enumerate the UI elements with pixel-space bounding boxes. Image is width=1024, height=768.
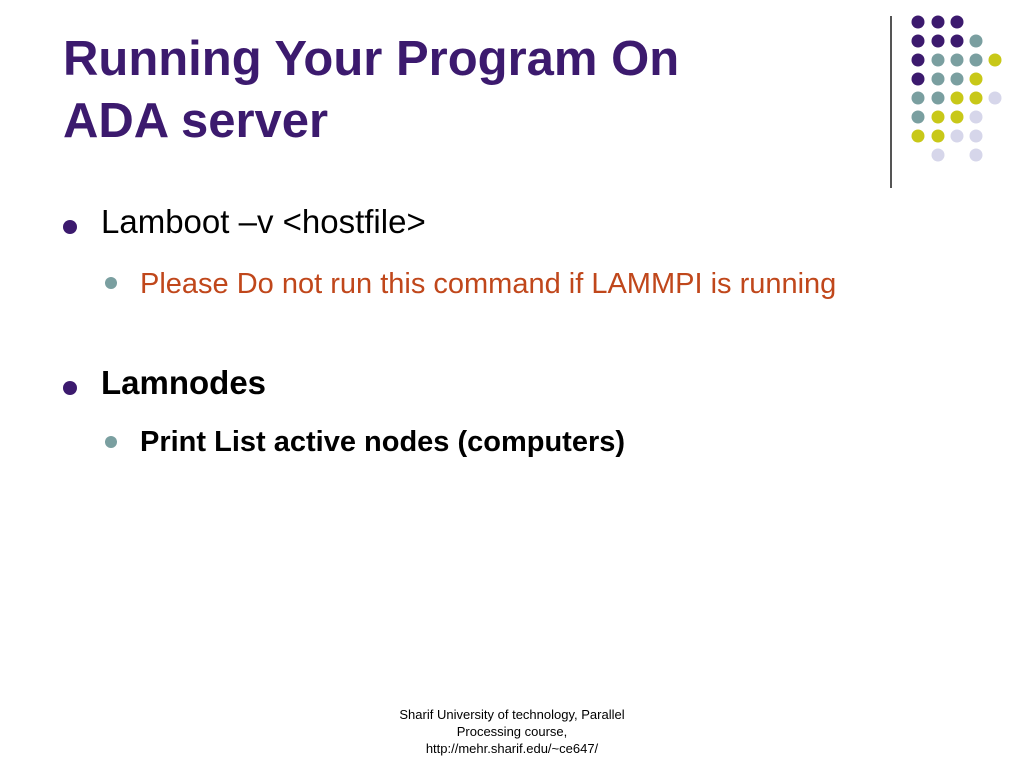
dot — [951, 92, 964, 105]
dot — [970, 35, 983, 48]
dot — [932, 54, 945, 67]
sub-bullet-marker — [105, 277, 117, 289]
dot — [912, 35, 925, 48]
dot — [912, 92, 925, 105]
footer-line-3: http://mehr.sharif.edu/~ce647/ — [425, 741, 599, 756]
dot — [970, 73, 983, 86]
dot — [932, 35, 945, 48]
dot — [951, 35, 964, 48]
dot — [951, 54, 964, 67]
bullet-marker — [63, 220, 77, 234]
dot — [970, 149, 983, 162]
dot — [932, 16, 945, 29]
dot — [912, 111, 925, 124]
dot — [932, 130, 945, 143]
bullet-lamboot: Lamboot –v <hostfile> — [101, 203, 426, 240]
dot — [970, 54, 983, 67]
dot — [989, 54, 1002, 67]
title-line-1: Running Your Program On — [63, 32, 680, 86]
dot — [932, 73, 945, 86]
slide-title — [63, 28, 863, 152]
bullet-lamnodes: Lamnodes — [101, 364, 267, 401]
sub-bullet-marker — [105, 436, 117, 448]
footer-line-2: Processing course, — [456, 724, 568, 739]
slide-footer — [378, 706, 646, 757]
dot — [912, 73, 925, 86]
dot — [932, 149, 945, 162]
dot — [989, 92, 1002, 105]
title-line-2: ADA server — [63, 94, 329, 148]
sub-bullet-warning: Please Do not run this command if LAMMPI is running — [140, 268, 837, 300]
footer-line-1: Sharif University of technology, Parallel — [399, 707, 625, 722]
dot — [912, 130, 925, 143]
dot — [932, 111, 945, 124]
bullet-marker — [63, 381, 77, 395]
dot — [912, 16, 925, 29]
dot — [951, 130, 964, 143]
dot — [970, 130, 983, 143]
dot — [912, 54, 925, 67]
vertical-divider — [890, 16, 892, 188]
dot — [951, 111, 964, 124]
dot — [932, 92, 945, 105]
dot — [970, 111, 983, 124]
dot — [951, 16, 964, 29]
dot — [951, 73, 964, 86]
dot — [970, 92, 983, 105]
sub-bullet-print-list: Print List active nodes (computers) — [140, 426, 626, 458]
